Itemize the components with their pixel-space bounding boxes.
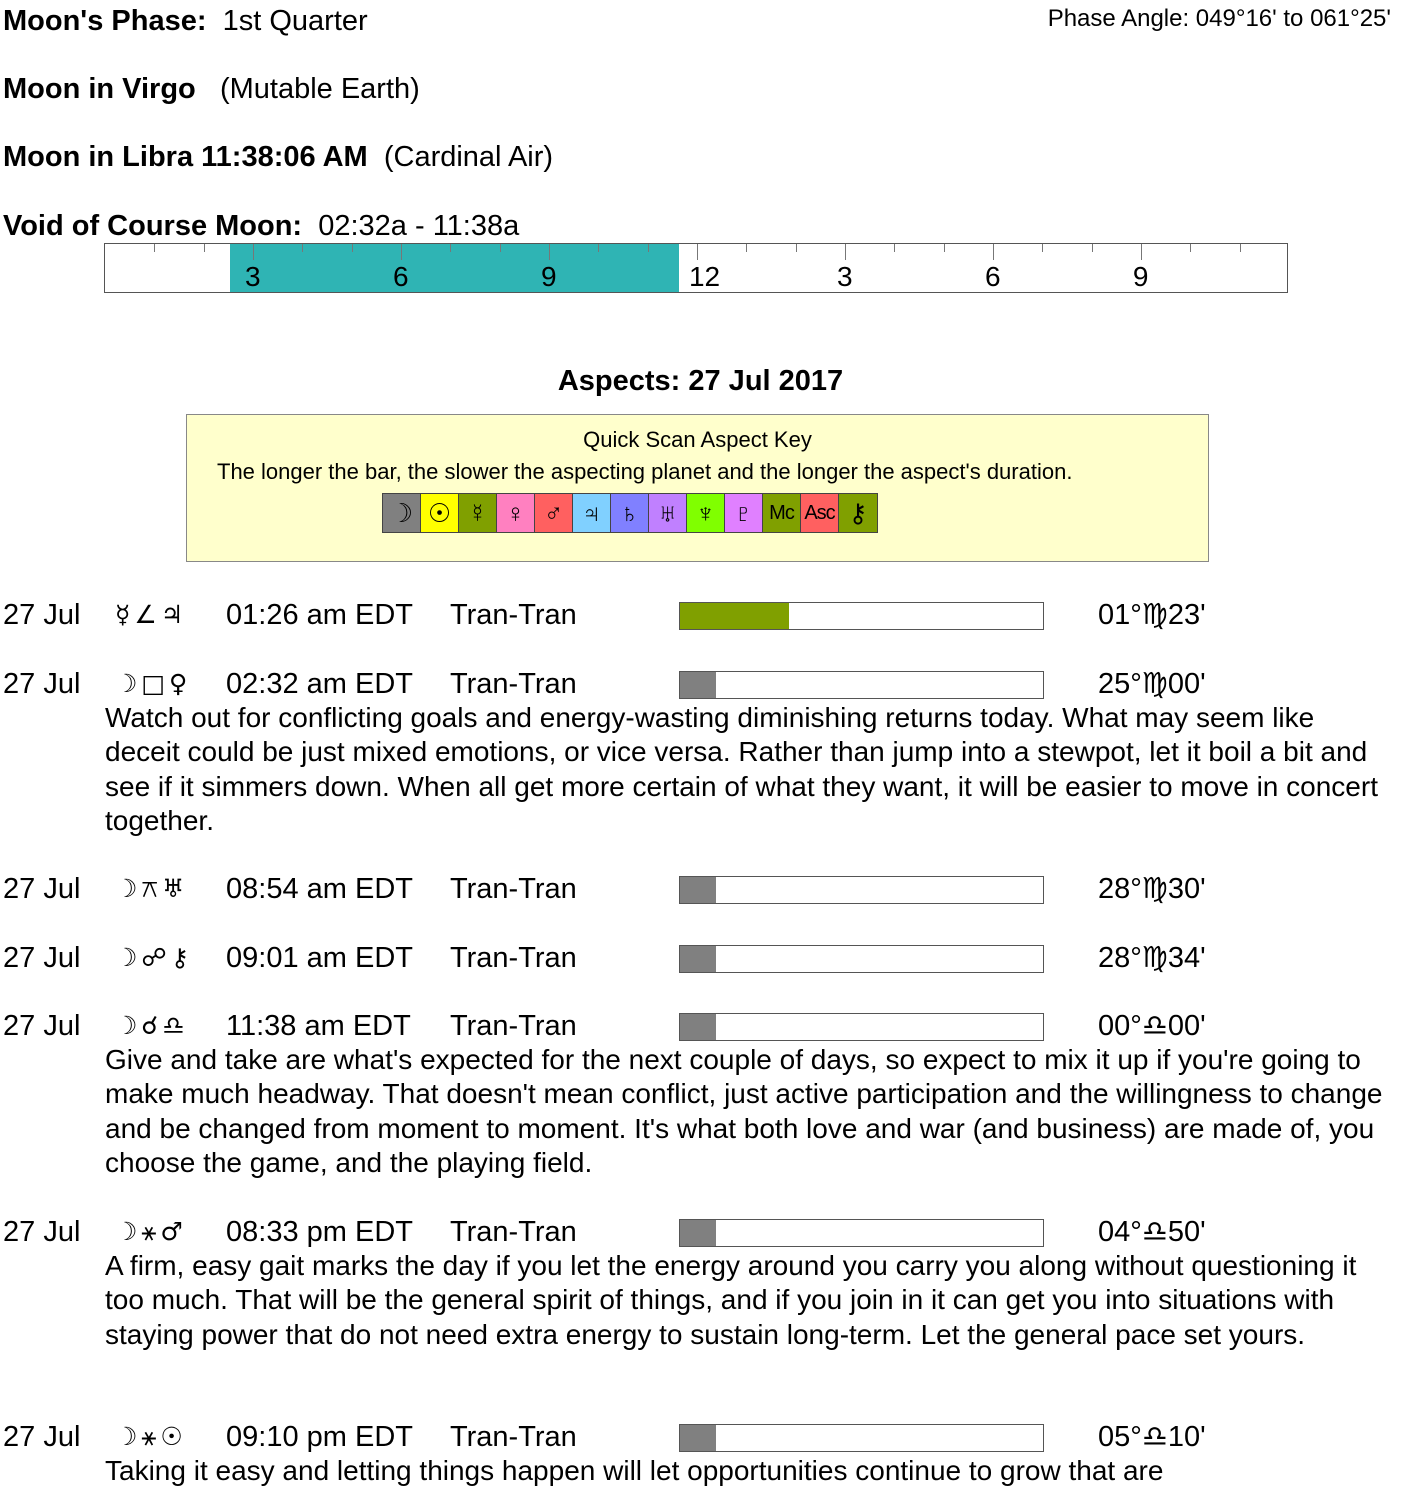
key-jupiter-icon: ♃ xyxy=(573,494,611,532)
timeline-tick xyxy=(648,244,649,252)
key-uranus-icon: ♅ xyxy=(649,494,687,532)
aspect-description: Watch out for conflicting goals and energy-wasting diminishing returns today. What may seem like deceit could be just mixed emotions, or vice versa. Rather than jump into a stewpot, let it boil a bit and see if it simmers down. When all get more certain of what they want, it will be easier to move in concert together. xyxy=(105,702,1378,836)
aspect-time: 08:54 am EDT xyxy=(226,873,413,905)
aspect-description: Taking it easy and letting things happen will let opportunities continue to grow that are xyxy=(105,1455,1164,1486)
aspect-duration-fill xyxy=(680,1220,716,1246)
moon-phase-line xyxy=(3,4,368,38)
aspect-date: 27 Jul xyxy=(3,1421,81,1453)
aspect-glyphs: ☽⚻♅ xyxy=(115,874,189,903)
key-pluto-icon: ♇ xyxy=(725,494,763,532)
void-of-course-times: 02:32a - 11:38a xyxy=(318,210,520,242)
aspect-duration-bar xyxy=(679,1219,1044,1247)
aspect-date: 27 Jul xyxy=(3,1216,81,1248)
aspect-position: 01°♍23' xyxy=(1098,599,1206,631)
aspect-duration-bar xyxy=(679,1424,1044,1452)
aspect-duration-fill xyxy=(680,672,716,698)
aspect-glyphs: ☽☌♎ xyxy=(115,1011,189,1040)
timeline-tick xyxy=(796,244,797,252)
timeline-tick xyxy=(1092,244,1093,252)
aspect-time: 09:01 am EDT xyxy=(226,942,413,974)
aspect-type: Tran-Tran xyxy=(450,873,577,905)
timeline-tick xyxy=(401,244,402,260)
aspect-glyphs: ☿∠♃ xyxy=(115,600,188,629)
moon-phase-label: Moon's Phase: xyxy=(3,5,207,37)
timeline-tick xyxy=(845,244,846,260)
aspect-time: 02:32 am EDT xyxy=(226,668,413,700)
aspect-duration-fill xyxy=(680,877,716,903)
aspect-time: 08:33 pm EDT xyxy=(226,1216,413,1248)
aspect-glyphs: ☽⚹♂ xyxy=(115,1217,187,1246)
aspect-date: 27 Jul xyxy=(3,599,81,631)
aspect-date: 27 Jul xyxy=(3,668,81,700)
aspect-glyphs: ☽□♀ xyxy=(115,669,192,698)
moon-ingress-element: (Cardinal Air) xyxy=(383,141,554,173)
key-moon-icon: ☽ xyxy=(383,494,421,532)
aspect-key-description: The longer the bar, the slower the aspecting planet and the longer the aspect's duration. xyxy=(217,459,1073,484)
moon-ingress-line xyxy=(3,140,553,174)
aspect-glyphs: ☽☍⚷ xyxy=(115,943,194,972)
aspect-duration-bar xyxy=(679,945,1044,973)
void-of-course-line xyxy=(3,209,519,243)
aspect-type: Tran-Tran xyxy=(450,1216,577,1248)
key-asc-icon: Asc xyxy=(801,494,839,532)
timeline-tick xyxy=(549,244,550,260)
aspect-duration-bar xyxy=(679,876,1044,904)
key-neptune-icon: ♆ xyxy=(687,494,725,532)
timeline-tick xyxy=(352,244,353,252)
timeline-tick xyxy=(944,244,945,252)
void-of-course-span xyxy=(230,244,679,292)
key-mc-icon: Mc xyxy=(763,494,801,532)
aspect-date: 27 Jul xyxy=(3,873,81,905)
timeline-tick xyxy=(697,244,698,260)
moon-sign-line xyxy=(3,72,420,106)
aspect-position: 28°♍34' xyxy=(1098,942,1206,974)
aspect-glyphs: ☽⚹☉ xyxy=(115,1422,187,1451)
key-mars-icon: ♂ xyxy=(535,494,573,532)
key-mercury-icon: ☿ xyxy=(459,494,497,532)
aspect-duration-bar xyxy=(679,602,1044,630)
timeline-hour-label: 3 xyxy=(836,261,853,292)
timeline-tick xyxy=(253,244,254,260)
aspect-time: 01:26 am EDT xyxy=(226,599,413,631)
aspect-position: 04°♎50' xyxy=(1098,1216,1206,1248)
aspects-title: Aspects: 27 Jul 2017 xyxy=(557,365,844,397)
timeline-tick xyxy=(154,244,155,252)
timeline-tick xyxy=(500,244,501,252)
timeline-tick xyxy=(894,244,895,252)
aspect-duration-bar xyxy=(679,1013,1044,1041)
aspect-key-title: Quick Scan Aspect Key xyxy=(583,427,812,452)
aspect-description: Give and take are what's expected for the next couple of days, so expect to mix it up if you're going to make much headway. That doesn't mean conflict, just active participation and the willingness to change and be changed from moment to moment. It's what both love and war (and business) are made of, you choose the game, and the playing field. xyxy=(105,1044,1383,1178)
timeline-tick xyxy=(450,244,451,252)
key-saturn-icon: ♄ xyxy=(611,494,649,532)
aspect-key-swatches xyxy=(382,493,878,533)
phase-angle: Phase Angle: 049°16' to 061°25' xyxy=(1047,5,1391,32)
aspect-time: 11:38 am EDT xyxy=(226,1010,411,1042)
aspect-date: 27 Jul xyxy=(3,1010,81,1042)
moon-sign-element: (Mutable Earth) xyxy=(219,73,420,105)
aspect-position: 28°♍30' xyxy=(1098,873,1206,905)
timeline-tick xyxy=(302,244,303,252)
timeline-tick xyxy=(1141,244,1142,260)
aspect-position: 05°♎10' xyxy=(1098,1421,1206,1453)
aspect-date: 27 Jul xyxy=(3,942,81,974)
aspect-position: 25°♍00' xyxy=(1098,668,1206,700)
timeline-hour-label: 9 xyxy=(1132,261,1149,292)
timeline-tick xyxy=(1042,244,1043,252)
aspect-key-box xyxy=(186,414,1209,562)
timeline-tick xyxy=(1190,244,1191,252)
moon-phase-value: 1st Quarter xyxy=(222,5,368,37)
aspect-type: Tran-Tran xyxy=(450,1010,577,1042)
key-chiron-icon: ⚷ xyxy=(839,494,877,532)
timeline-tick xyxy=(1240,244,1241,252)
moon-ingress-label: Moon in Libra 11:38:06 AM xyxy=(3,141,368,173)
key-venus-icon: ♀ xyxy=(497,494,535,532)
timeline-hour-label: 3 xyxy=(244,261,261,292)
aspect-duration-bar xyxy=(679,671,1044,699)
timeline-tick xyxy=(746,244,747,252)
aspect-type: Tran-Tran xyxy=(450,942,577,974)
aspect-type: Tran-Tran xyxy=(450,599,577,631)
void-of-course-label: Void of Course Moon: xyxy=(3,210,303,242)
aspect-duration-fill xyxy=(680,603,789,629)
aspect-type: Tran-Tran xyxy=(450,668,577,700)
aspect-duration-fill xyxy=(680,1425,716,1451)
aspect-position: 00°♎00' xyxy=(1098,1010,1206,1042)
timeline-hour-label: 6 xyxy=(984,261,1001,292)
aspect-duration-fill xyxy=(680,1014,716,1040)
aspect-time: 09:10 pm EDT xyxy=(226,1421,413,1453)
aspect-duration-fill xyxy=(680,946,716,972)
timeline-tick xyxy=(993,244,994,260)
timeline-hour-label: 6 xyxy=(392,261,409,292)
timeline-tick xyxy=(204,244,205,252)
aspect-type: Tran-Tran xyxy=(450,1421,577,1453)
timeline-hour-label: 9 xyxy=(540,261,557,292)
key-sun-icon: ☉ xyxy=(421,494,459,532)
aspect-description: A firm, easy gait marks the day if you let the energy around you carry you along without questioning it too much. That will be the general spirit of things, and if you join in it can get you into situations with staying power that do not need extra energy to sustain long-term. Let the general pace set yours. xyxy=(105,1250,1357,1350)
void-of-course-timeline xyxy=(104,243,1288,293)
moon-sign-label: Moon in Virgo xyxy=(3,73,196,105)
timeline-hour-label: 12 xyxy=(688,261,721,292)
timeline-tick xyxy=(598,244,599,252)
